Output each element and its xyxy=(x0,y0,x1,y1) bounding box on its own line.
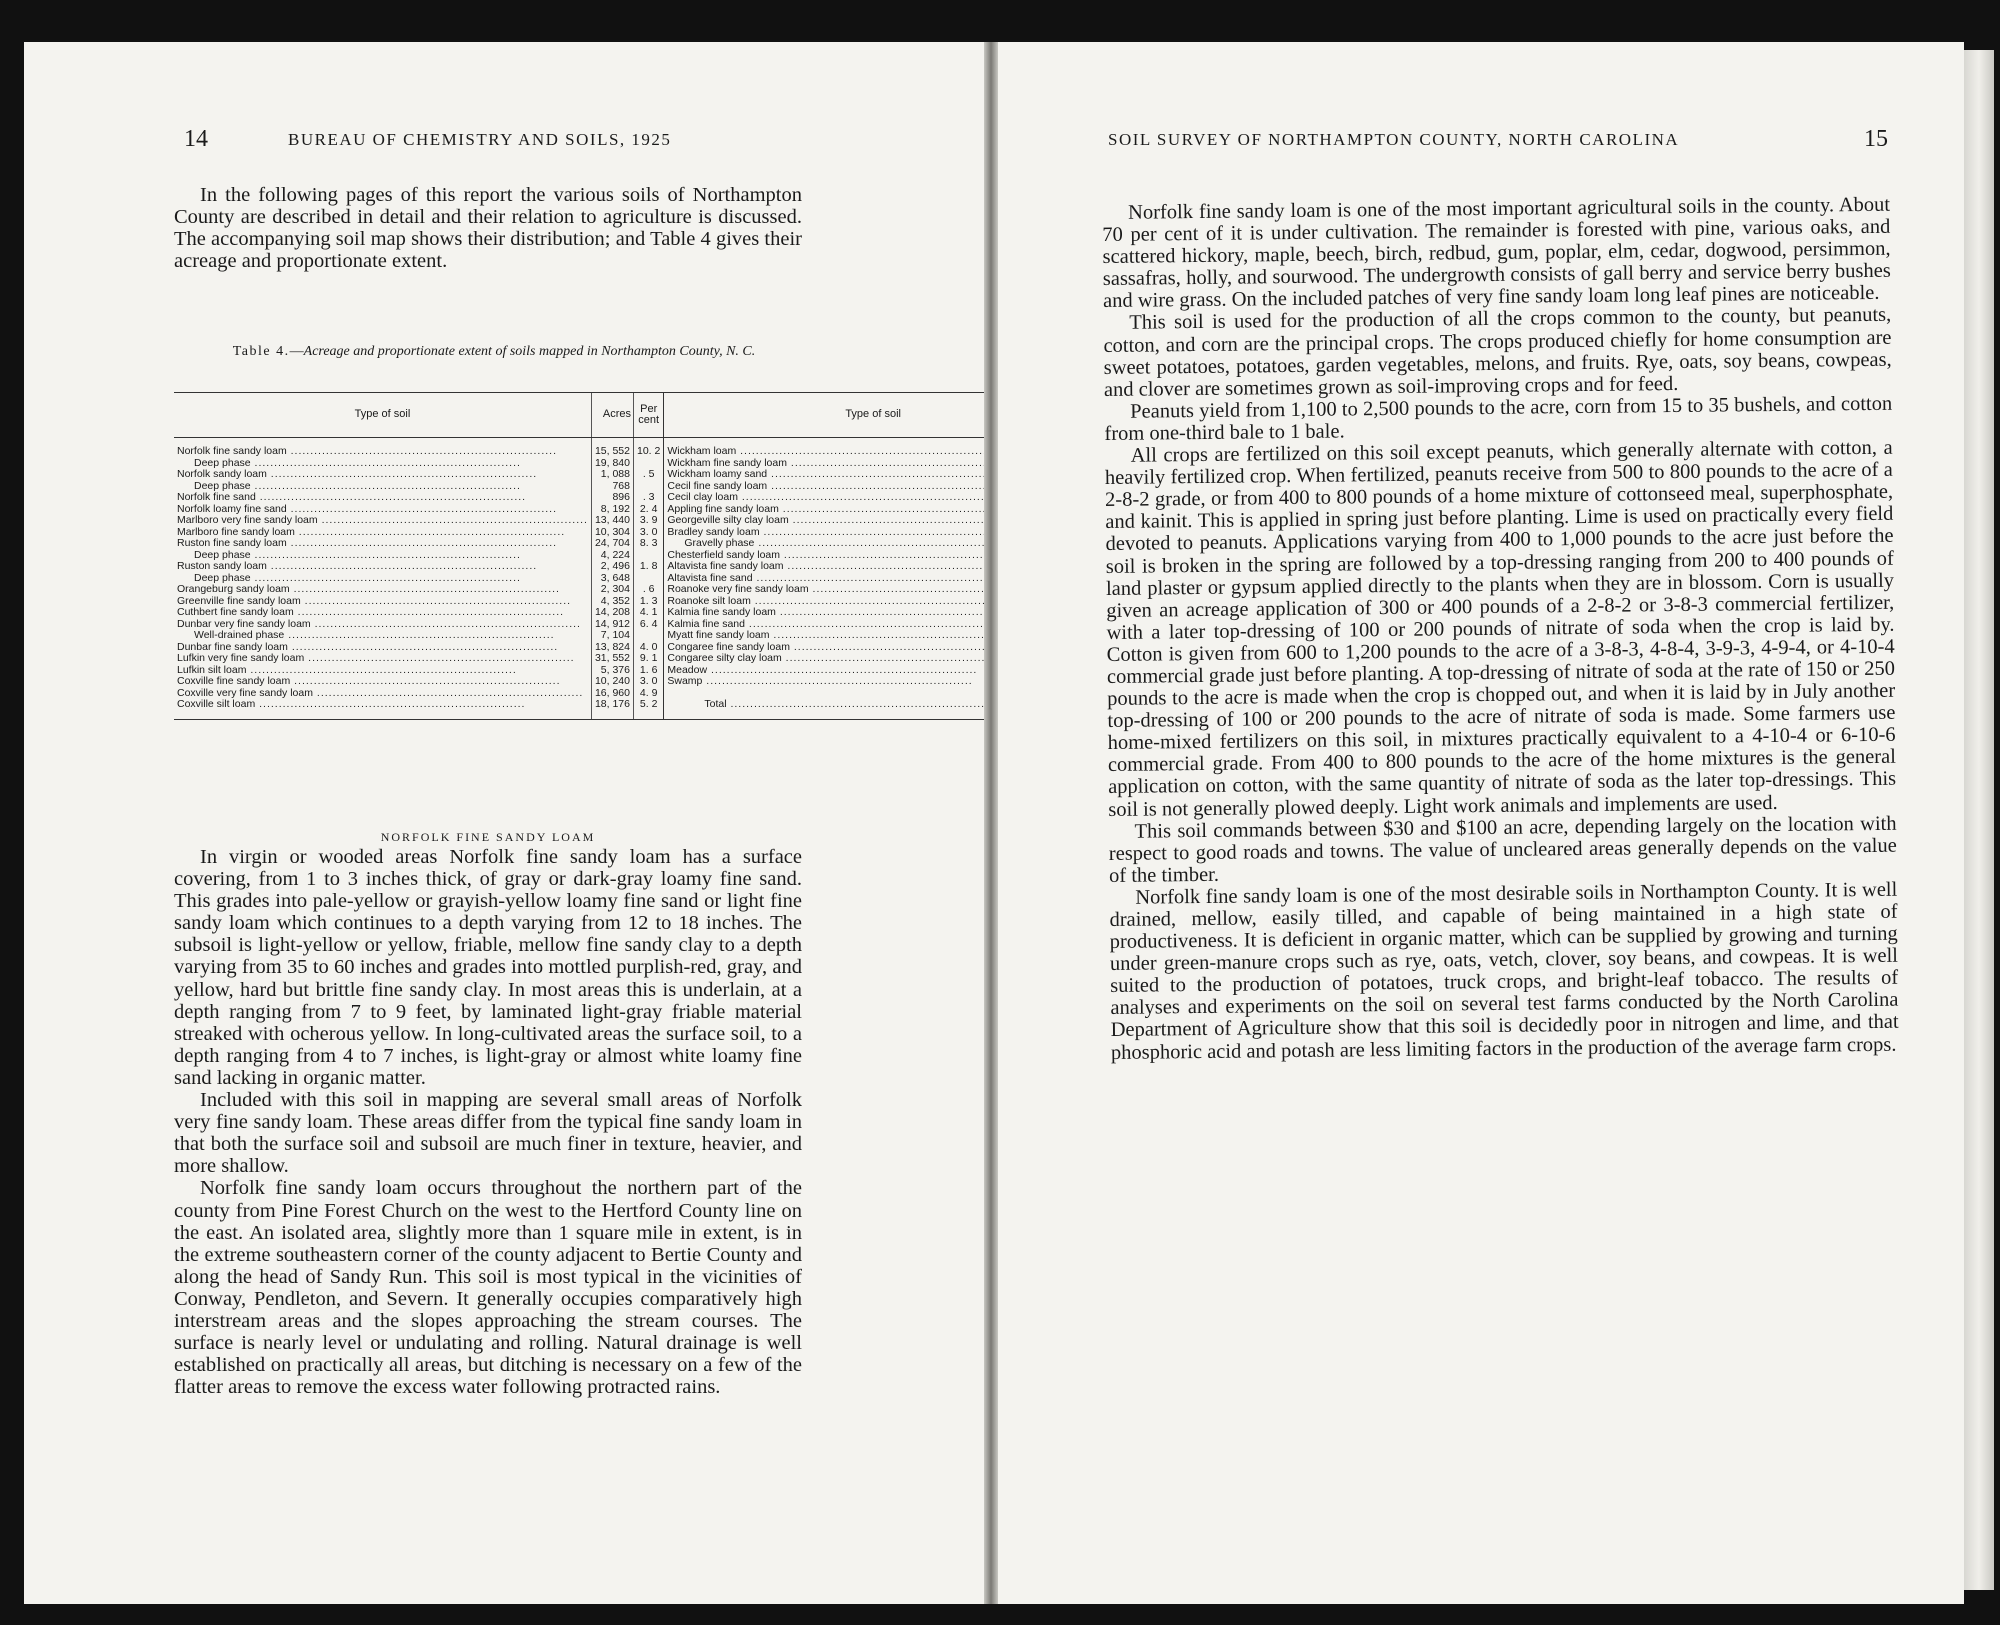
running-head-title: SOIL SURVEY OF NORTHAMPTON COUNTY, NORTH CAROLINA xyxy=(1108,130,1680,149)
cell-acres: 2, 496 xyxy=(591,561,633,573)
table-row xyxy=(174,584,984,596)
cell-pct: 1. 6 xyxy=(634,665,664,677)
table-row xyxy=(174,550,984,562)
cell-name: Congaree fine sandy loam ..... xyxy=(664,642,984,654)
body-paragraph: Peanuts yield from 1,100 to 2,500 pounds to the acre, corn from 15 to 35 bushels, and cotton from one-third bale to 1 bale. xyxy=(1104,392,1893,445)
cell-name: Well-drained phase ..... xyxy=(174,630,591,642)
cell-pct: 1. 3 xyxy=(634,596,664,608)
cell-name: Norfolk sandy loam ..... xyxy=(174,469,591,481)
cell-name: Altavista fine sandy loam ..... xyxy=(664,561,984,573)
cell-name: Dunbar fine sandy loam ..... xyxy=(174,642,591,654)
cell-name: Chesterfield sandy loam ..... xyxy=(664,550,984,562)
cell-acres: 13, 440 xyxy=(591,515,633,527)
cell-name: Ruston sandy loam ..... xyxy=(174,561,591,573)
book-spread xyxy=(24,42,1972,1604)
body-paragraph: All crops are fertilized on this soil except peanuts, which generally alternate with cotton, a heavily fertilized crop. When fertilized, peanuts receive from 500 to 800 pounds to the acre of a 2-8-2 grade, or from 400 to 800 pounds of a home mixture of cottonseed meal, superphosphate, and kainit. This is applied in spring just before planting. Lime is used on practically every field devoted to peanuts. Applications varying from 400 to 1,000 pounds to the acre just before the soil is broken in the spring are followed by a top-dressing ranging from 200 to 400 pounds of land plaster or gypsum applied directly to the plants when they are in blossom. Corn is usually given an acreage application of 300 or 400 pounds of a 2-8-2 or 3-8-3 commercial fertilizer, with a later top-dressing of 100 or 200 pounds of nitrate of soda when the crop is laid by. Cotton is given from 600 to 1,200 pounds to the acre of a 3-8-3, 4-8-4, 3-9-3, 4-9-4, or 4-10-4 commercial grade just before planting. A top-dressing of nitrate of soda at the rate of 150 or 250 pounds to the acre is made when the crop is chopped out, and when it is laid by in July another top-dressing of 100 or 200 pounds to the acre of nitrate of soda is made. Some farmers use home-mixed fertilizers on this soil, in mixtures practically equivalent to a 4-10-4 or 6-10-6 commercial grade. From 400 to 800 pounds to the acre of the home mixtures is the general application on cotton, with the same quantity of nitrate of soda as the later top-dressings. This soil is not generally plowed deeply. Light work animals and implements are used. xyxy=(1104,436,1897,821)
cell-name: Dunbar very fine sandy loam ..... xyxy=(174,619,591,631)
table-row xyxy=(174,481,984,493)
cell-name: Ruston fine sandy loam ..... xyxy=(174,538,591,550)
cell-name: Greenville fine sandy loam ..... xyxy=(174,596,591,608)
table-row xyxy=(174,527,984,539)
cell-name: Cuthbert fine sandy loam ..... xyxy=(174,607,591,619)
table-row xyxy=(174,438,984,458)
cell-name: Deep phase ..... xyxy=(174,481,591,493)
body-paragraph: Norfolk fine sandy loam is one of the most desirable soils in Northampton County. It is well drained, mellow, easily tilled, and capable of being maintained in a high state of productiveness. It is deficient in organic matter, which can be supplied by growing and turning under green-manure crops such as rye, oats, vetch, clover, soy beans, and cowpeas. It is well suited to the production of potatoes, truck crops, and bright-leaf tobacco. The results of analyses and experiments on the soil on several test farms conducted by the North Carolina Department of Agriculture show that this soil is decidedly poor in nitrogen and lime, and that phosphoric acid and potash are less limiting factors in the production of the average farm crops. xyxy=(1109,878,1899,1064)
cell-name: Cecil clay loam ..... xyxy=(664,492,984,504)
table-row xyxy=(174,676,984,688)
cell-name: Orangeburg sandy loam ..... xyxy=(174,584,591,596)
body-paragraph: Norfolk fine sandy loam occurs throughout the northern part of the county from Pine Forest Church on the west to the Hertford County line on the east. An isolated area, slightly more than 1 square mile in extent, is in the extreme southeastern corner of the county adjacent to Bertie County and along the head of Sandy Run. This soil is most typical in the vicinities of Conway, Pendleton, and Severn. It generally occupies comparatively high interstream areas and the slopes approaching the stream courses. The surface is nearly level or undulating and rolling. Natural drainage is well established on practically all areas, but ditching is necessary on a few of the flatter areas to remove the excess water following protracted rains. xyxy=(174,1177,802,1399)
cell-pct: 9. 1 xyxy=(634,653,664,665)
cell-acres: 8, 192 xyxy=(591,504,633,516)
cell-acres: 31, 552 xyxy=(591,653,633,665)
running-head-title: BUREAU OF CHEMISTRY AND SOILS, 1925 xyxy=(288,130,672,149)
section-heading: NORFOLK FINE SANDY LOAM xyxy=(380,830,596,844)
cell-name: Norfolk fine sand ..... xyxy=(174,492,591,504)
cell-pct: . 3 xyxy=(634,492,664,504)
cell-acres: 4, 224 xyxy=(591,550,633,562)
table-row xyxy=(174,538,984,550)
body-paragraph: In virgin or wooded areas Norfolk fine sandy loam has a surface covering, from 1 to 3 inches thick, of gray or dark-gray loamy fine sand. This grades into pale-yellow or grayish-yellow loamy fine sand or light fine sandy loam which continues to a depth varying from 12 to 18 inches. The subsoil is light-yellow or yellow, friable, mellow fine sandy clay to a depth varying from 35 to 60 inches and grades into mottled purplish-red, gray, and yellow, hard but brittle fine sandy clay. In most areas this is underlain, at a depth ranging from 7 to 9 feet, by laminated light-gray friable material streaked with ocherous yellow. In long-cultivated areas the surface soil, to a depth ranging from 4 to 7 inches, is light-gray or almost white loamy fine sand lacking in organic matter. xyxy=(174,846,802,1089)
soil-acreage-table xyxy=(174,392,984,720)
cell-acres: 896 xyxy=(591,492,633,504)
cell-pct: 1. 8 xyxy=(634,561,664,573)
cell-name: Roanoke silt loam ..... xyxy=(664,596,984,608)
cell-name: Deep phase ..... xyxy=(174,458,591,470)
left-page xyxy=(24,42,984,1604)
cell-acres: 5, 376 xyxy=(591,665,633,677)
table-row xyxy=(174,642,984,654)
table-row xyxy=(174,607,984,619)
cell-name: Norfolk loamy fine sand ..... xyxy=(174,504,591,516)
cell-name: Roanoke very fine sandy loam ..... xyxy=(664,584,984,596)
cell-name: Coxville very fine sandy loam ..... xyxy=(174,688,591,700)
intro-paragraph: In the following pages of this report the various soils of Northampton County are described in detail and their relation to agriculture is discussed. The accompanying soil map shows their distribution; and Table 4 gives their acreage and proportionate extent. xyxy=(174,184,802,273)
cell-pct: 4. 0 xyxy=(634,642,664,654)
cell-name: Gravelly phase ..... xyxy=(664,538,984,550)
cell-name: Wickham fine sandy loam ..... xyxy=(664,458,984,470)
cell-acres: 14, 912 xyxy=(591,619,633,631)
cell-name: Total ..... xyxy=(664,699,984,719)
table-row xyxy=(174,619,984,631)
cell-name: Lufkin silt loam ..... xyxy=(174,665,591,677)
cell-pct: . 5 xyxy=(634,469,664,481)
table-row xyxy=(174,504,984,516)
table-row xyxy=(174,515,984,527)
cell-acres: 10, 240 xyxy=(591,676,633,688)
cell-name: Marlboro fine sandy loam ..... xyxy=(174,527,591,539)
body-paragraph: This soil is used for the production of all the crops common to the county, but peanuts, cotton, and corn are the principal crops. The crops produced chiefly for home consumption are sweet potatoes, potatoes, garden vegetables, melons, and fruits. Rye, oats, soy beans, cowpeas, and clover are sometimes grown as soil-improving crops and for feed. xyxy=(1103,304,1892,401)
cell-name: Coxville silt loam ..... xyxy=(174,699,591,719)
cell-acres: 2, 304 xyxy=(591,584,633,596)
table-row xyxy=(174,688,984,700)
cell-pct: 5. 2 xyxy=(634,699,664,719)
table-row xyxy=(174,630,984,642)
table-caption: Table 4.—Acreage and proportionate extent of soils mapped in Northampton County, N. C. xyxy=(232,344,756,359)
cell-acres: 15, 552 xyxy=(591,438,633,458)
cell-name: Wickham loam ..... xyxy=(664,438,984,458)
col-header-acres: Acres xyxy=(591,393,633,438)
table-row xyxy=(174,458,984,470)
cell-pct xyxy=(634,630,664,642)
cell-pct: 4. 9 xyxy=(634,688,664,700)
body-paragraph: Included with this soil in mapping are several small areas of Norfolk very fine sandy loam. These areas differ from the typical fine sandy loam in that both the surface soil and subsoil are much finer in texture, heavier, and more shallow. xyxy=(174,1089,802,1178)
cell-acres: 14, 208 xyxy=(591,607,633,619)
cell-name: Marlboro very fine sandy loam ..... xyxy=(174,515,591,527)
cell-acres: 3, 648 xyxy=(591,573,633,585)
cell-name: Coxville fine sandy loam ..... xyxy=(174,676,591,688)
cell-name: Bradley sandy loam ..... xyxy=(664,527,984,539)
cell-acres: 1, 088 xyxy=(591,469,633,481)
cell-pct: 4. 1 xyxy=(634,607,664,619)
cell-acres: 10, 304 xyxy=(591,527,633,539)
cell-pct: 8. 3 xyxy=(634,538,664,550)
cell-name: Georgeville silty clay loam ..... xyxy=(664,515,984,527)
table-row xyxy=(174,573,984,585)
cell-acres: 24, 704 xyxy=(591,538,633,550)
cell-name: Cecil fine sandy loam ..... xyxy=(664,481,984,493)
cell-pct: . 6 xyxy=(634,584,664,596)
cell-pct: 3. 0 xyxy=(634,527,664,539)
table-row xyxy=(174,596,984,608)
cell-acres: 13, 824 xyxy=(591,642,633,654)
body-paragraph: This soil commands between $30 and $100 an acre, depending largely on the location with respect to good roads and towns. The value of uncleared areas generally depends on the value of the timber. xyxy=(1108,812,1897,887)
cell-name: Kalmia fine sand ..... xyxy=(664,619,984,631)
cell-name xyxy=(664,688,984,700)
cell-acres: 768 xyxy=(591,481,633,493)
page-edges xyxy=(1964,50,1994,1590)
table-body xyxy=(174,438,984,720)
page-number: 14 xyxy=(184,126,208,152)
right-page xyxy=(998,42,1964,1604)
cell-acres: 18, 176 xyxy=(591,699,633,719)
cell-pct: 6. 4 xyxy=(634,619,664,631)
table-row xyxy=(174,469,984,481)
table-row xyxy=(174,653,984,665)
cell-acres: 4, 352 xyxy=(591,596,633,608)
intro-text xyxy=(174,184,802,272)
cell-pct: 10. 2 xyxy=(634,438,664,458)
cell-pct: 3. 0 xyxy=(634,676,664,688)
table-row xyxy=(174,699,984,719)
book-gutter xyxy=(984,42,998,1604)
cell-name: Deep phase ..... xyxy=(174,573,591,585)
table-caption-text: Acreage and proportionate extent of soils mapped in Northampton County, N. C. xyxy=(303,344,756,359)
col-header-pct: Per cent xyxy=(634,393,664,438)
cell-acres: 16, 960 xyxy=(591,688,633,700)
table-row xyxy=(174,492,984,504)
table-header-row xyxy=(174,393,984,438)
cell-name: Altavista fine sand ..... xyxy=(664,573,984,585)
cell-name: Meadow ..... xyxy=(664,665,984,677)
cell-name: Congaree silty clay loam ..... xyxy=(664,653,984,665)
cell-pct: 3. 9 xyxy=(634,515,664,527)
cell-name: Wickham loamy sand ..... xyxy=(664,469,984,481)
cell-acres: 7, 104 xyxy=(591,630,633,642)
cell-name: Myatt fine sandy loam ..... xyxy=(664,630,984,642)
col-header-type-2: Type of soil xyxy=(664,393,984,438)
cell-acres: 19, 840 xyxy=(591,458,633,470)
body-paragraph: Norfolk fine sandy loam is one of the most important agricultural soils in the county. About 70 per cent of it is under cultivation. The remainder is forested with pine, various oaks, and scattered hickory, maple, beech, birch, redbud, gum, poplar, elm, cedar, dogwood, persimmon, sassafras, holly, and sourwood. The undergrowth consists of gall berry and service berry bushes and wire grass. On the included patches of very fine sandy loam long leaf pines are noticeable. xyxy=(1102,193,1891,313)
cell-name: Swamp ..... xyxy=(664,676,984,688)
cell-name: Kalmia fine sandy loam ..... xyxy=(664,607,984,619)
table-row xyxy=(174,561,984,573)
left-body-text xyxy=(174,846,802,1398)
col-header-type: Type of soil xyxy=(174,393,591,438)
cell-pct: 2. 4 xyxy=(634,504,664,516)
cell-name: Lufkin very fine sandy loam ..... xyxy=(174,653,591,665)
right-body-text xyxy=(1102,194,1899,1064)
cell-name: Norfolk fine sandy loam ..... xyxy=(174,438,591,458)
table-row xyxy=(174,665,984,677)
cell-name: Appling fine sandy loam ..... xyxy=(664,504,984,516)
cell-name: Deep phase ..... xyxy=(174,550,591,562)
table-label: Table 4. xyxy=(232,344,290,359)
page-number: 15 xyxy=(1864,126,1888,152)
